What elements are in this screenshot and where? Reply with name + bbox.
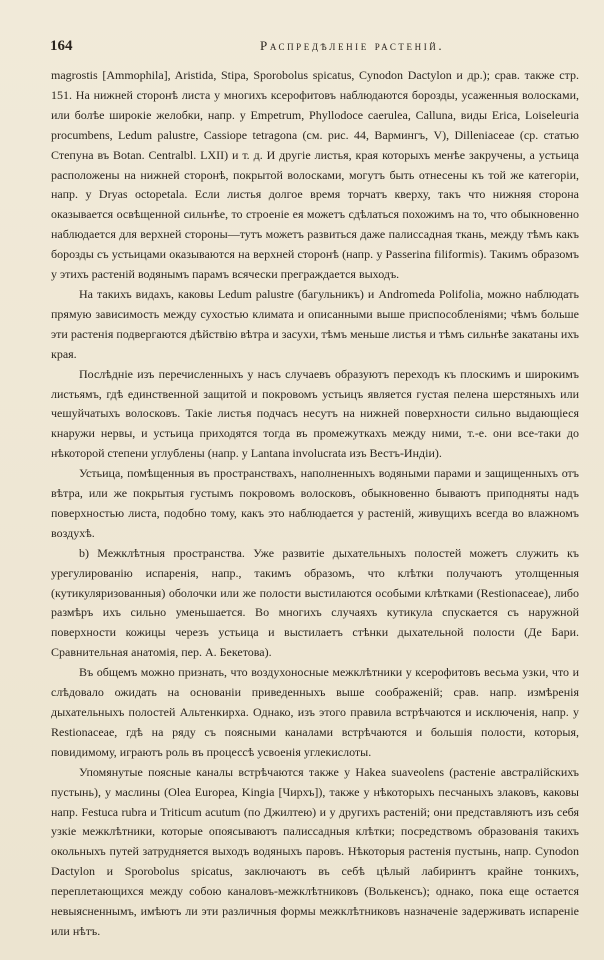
paragraph: b) Межклѣтныя пространства. Уже развитіе дыхательныхъ полостей можетъ служить къ урегулированію испаренія, напр., такимъ образомъ, что клѣтки получаютъ утолщенныя (кутикуляризованныя) оболочки или же полости выстилаются особыми клѣтками (Restionaceae), либо размѣръ ихъ сильно уменьшается. Во многихъ случаяхъ кутикула спускается съ наружной поверхности кожицы черезъ устьица и выстилаетъ стѣнки дыхательной полости (Де Бари. Сравнительная анатомія, пер. А. Бекетова). xyxy=(51,545,579,660)
page-number: 164 xyxy=(50,38,73,54)
paragraph: magrostis [Ammophila], Aristida, Stipa, Sporobolus spicatus, Cynodon Dactylon и др.); срав. также стр. 151. На нижней сторонѣ листа у многихъ ксерофитовъ наблюдаются борозды, усаженныя волосками, или болѣе широкіе желобки, напр. у Empetrum, Phyllodoce caerulea, Calluna, виды Erica, Loiseleuria procumbens, Ledum palustre, Cassiope tetragona (см. рис. 44, Вармингъ, V), Dilleniaceae (ср. статью Степуна въ Botan. Centralbl. LXII) и т. д. И другіе листья, края которыхъ менѣе закручены, а устьица расположены на нижней сторонѣ, покрытой волосками, могутъ быть отнесены къ той же категоріи, напр. у Dryas octopetala. Если листья долгое время торчатъ кверху, такъ что нижняя сторона оказывается освѣщенной сильнѣе, то строеніе ея можетъ сдѣлаться похожимъ на то, что обыкновенно наблюдается для верхней стороны—тутъ можетъ развиться даже палиссадная ткань, между тѣмъ какъ борозды съ устьицами оказываются на верхней сторонѣ (напр. у Passerina filiformis). Такимъ образомъ у этихъ растеній водянымъ парамъ всячески преграждается выходъ. xyxy=(51,68,579,282)
paragraph: Послѣдніе изъ перечисленныхъ у насъ случаевъ образуютъ переходъ къ плоскимъ и широкимъ листьямъ, гдѣ единственной защитой и покровомъ устьицъ является густая пелена шерстяныхъ или чешуйчатыхъ волосковъ. Такіе листья подчасъ несутъ на нижней поверхности сильно выдающіеся кнаружи нервы, и устьица приходятся тогда въ промежуткахъ между ними, т.-е. они все-таки до нѣкоторой степени углублены (напр. у Lantana involucrata изъ Вестъ-Индіи). xyxy=(51,366,579,461)
paragraph: Въ общемъ можно признать, что воздухоносные межклѣтники у ксерофитовъ весьма узки, что и слѣдовало ожидать на основаніи приведенныхъ выше соображеній; срав. напр. измѣренія дыхательныхъ полостей Альтенкирха. Однако, изъ этого правила встрѣчаются и исключенія, напр. у Restionaceae, гдѣ на ряду съ поясными каналами встрѣчаются и большія полости, которыя, повидимому, играютъ роль въ процессѣ усвоенія углекислоты. xyxy=(51,665,579,759)
paragraph: Упомянутые поясные каналы встрѣчаются также у Hakea suaveolens (растеніе австралійскихъ пустынь), у маслины (Olea Europea, Kingia [Чирхъ]), также у нѣкоторыхъ песчаныхъ злаковъ, каковы напр. Festuca rubra и Triticum acutum (по Джилтею) и у другихъ растеній; они представляютъ изъ себя узкіе межклѣтники, которые опоясываютъ палиссадныя клѣтки; посредствомъ образованія такихъ окольныхъ путей затрудняется выходъ водяныхъ паровъ. Нѣкоторыя растенія пустынь, напр. Cynodon Dactylon и Sporobolus spicatus, заключаютъ въ себѣ цѣлый лабиринтъ крайне тонкихъ, переплетающихся между собою каналовъ-межклѣтниковъ (Волькенсъ); однако, пока еще остается невыясненнымъ, имѣютъ ли эти различныя формы межклѣтниковъ назначеніе задерживать испареніе или нѣтъ. xyxy=(51,764,579,938)
running-title: Распредѣленіе растеній. xyxy=(260,38,445,53)
running-head xyxy=(50,38,578,58)
paragraph: Устьица, помѣщенныя въ пространствахъ, наполненныхъ водяными парами и защищенныхъ отъ вѣтра, или же покрытыя густымъ покровомъ волосковъ, обыкновенно бываютъ приподняты надъ поверхностью листа, подобно тому, какъ это наблюдается у растеній, живущихъ всегда во влажномъ воздухѣ. xyxy=(51,466,579,540)
body-text xyxy=(51,66,579,942)
paragraph: На такихъ видахъ, каковы Ledum palustre (багульникъ) и Andromeda Polifolia, можно наблюдать прямую зависимость между сухостью климата и описанными выше приспособленіями; чѣмъ больше эти растенія подвергаются дѣйствію вѣтра и засухи, тѣмъ меньше листья и тѣмъ сильнѣе закатаны ихъ края. xyxy=(51,286,579,361)
